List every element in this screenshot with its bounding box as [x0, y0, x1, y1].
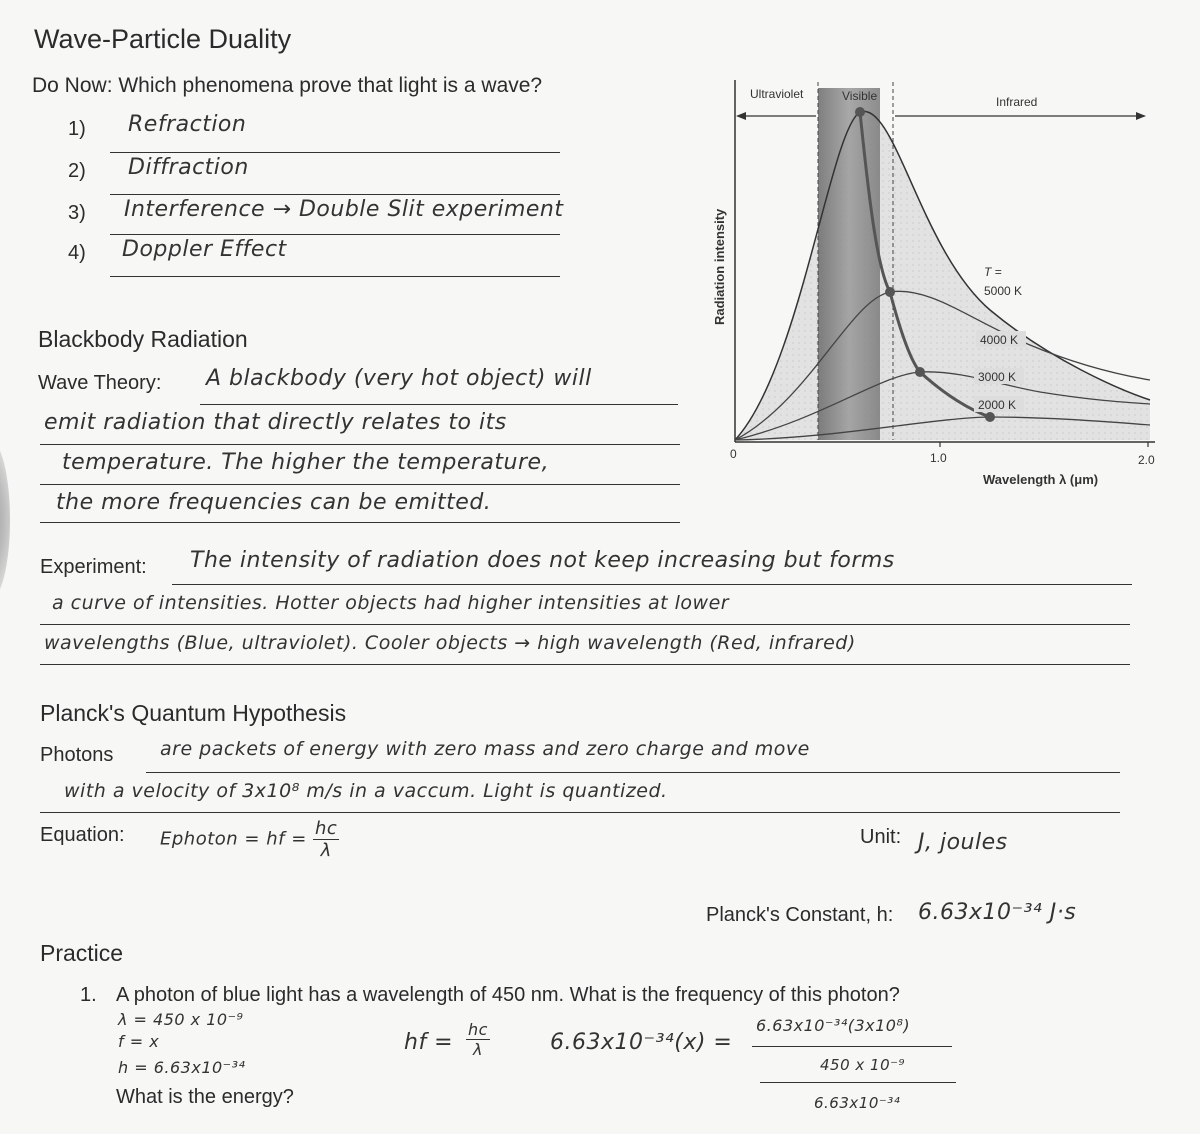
- tick-0: 0: [730, 447, 737, 461]
- equation-formula: [160, 818, 339, 861]
- answer-line: [200, 404, 678, 405]
- work-f: f = x: [118, 1032, 160, 1051]
- unit-value: J, joules: [918, 830, 1008, 855]
- equation-lhs: Ephoton = hf =: [160, 828, 307, 850]
- label-3000k: 3000 K: [978, 370, 1017, 384]
- answer-line: [110, 194, 560, 195]
- fraction-bar: [752, 1046, 952, 1047]
- tick-2: 2.0: [1138, 453, 1155, 467]
- wave-theory-line-4: the more frequencies can be emitted.: [56, 490, 492, 515]
- work-hc-fraction: [466, 1020, 490, 1059]
- wave-theory-line-2: emit radiation that directly relates to its: [44, 410, 507, 435]
- answer-line: [146, 772, 1120, 773]
- blackbody-radiation-graph: [700, 70, 1170, 500]
- constant-value: 6.63x10⁻³⁴ J·s: [918, 900, 1077, 925]
- practice-heading: Practice: [40, 940, 124, 966]
- work-denominator-2: 6.63x10⁻³⁴: [814, 1094, 901, 1112]
- wave-theory-label: Wave Theory:: [38, 372, 162, 394]
- do-now-answer-4: Doppler Effect: [122, 237, 287, 262]
- peak-point-2000k: [985, 412, 995, 422]
- blackbody-heading: Blackbody Radiation: [38, 326, 248, 352]
- equation-fraction: [313, 818, 339, 861]
- unit-label: Unit:: [860, 826, 902, 848]
- ir-arrow-head: [1136, 112, 1146, 120]
- answer-line: [40, 624, 1130, 625]
- experiment-line-3: wavelengths (Blue, ultraviolet). Cooler objects → high wavelength (Red, infrared): [44, 632, 856, 654]
- uv-arrow-head: [736, 112, 746, 120]
- answer-line: [40, 484, 680, 485]
- label-t: T =: [984, 265, 1002, 279]
- answer-line: [40, 444, 680, 445]
- x-axis-label: Wavelength λ (μm): [983, 472, 1099, 487]
- work-numerator: 6.63x10⁻³⁴(3x10⁸): [756, 1016, 911, 1035]
- experiment-label: Experiment:: [40, 556, 147, 578]
- work-equation-left: 6.63x10⁻³⁴(x) =: [550, 1030, 733, 1055]
- work-hc: hc: [468, 1020, 488, 1039]
- photons-label: Photons: [40, 744, 114, 766]
- do-now-num-4: 4): [68, 242, 86, 264]
- page-title: Wave-Particle Duality: [34, 24, 292, 54]
- work-lambda: λ = 450 x 10⁻⁹: [118, 1010, 244, 1029]
- tick-1: 1.0: [930, 451, 947, 465]
- fraction-bar: [760, 1082, 956, 1083]
- label-visible: Visible: [842, 89, 878, 103]
- work-h: h = 6.63x10⁻³⁴: [118, 1058, 246, 1077]
- constant-label: Planck's Constant, h:: [706, 904, 894, 926]
- answer-line: [172, 584, 1132, 585]
- do-now-num-2: 2): [68, 160, 86, 182]
- do-now-answer-3: Interference → Double Slit experiment: [124, 197, 564, 222]
- page-edge-shadow: [0, 440, 10, 600]
- question-2-text: What is the energy?: [116, 1086, 294, 1108]
- question-1-number: 1.: [80, 984, 97, 1006]
- question-1-text: A photon of blue light has a wavelength of 450 nm. What is the frequency of this photon?: [116, 984, 900, 1006]
- do-now-num-3: 3): [68, 202, 86, 224]
- label-4000k: 4000 K: [980, 333, 1019, 347]
- label-ultraviolet: Ultraviolet: [750, 87, 804, 101]
- do-now-num-1: 1): [68, 118, 86, 140]
- wave-theory-line-1: A blackbody (very hot object) will: [206, 366, 592, 391]
- do-now-answer-2: Diffraction: [128, 155, 249, 180]
- equation-denominator: λ: [320, 840, 332, 861]
- answer-line: [40, 664, 1130, 665]
- peak-point-3000k: [915, 367, 925, 377]
- photons-line-2: with a velocity of 3x10⁸ m/s in a vaccum. Light is quantized.: [64, 780, 668, 802]
- experiment-line-1: The intensity of radiation does not keep increasing but forms: [190, 548, 895, 573]
- do-now-answer-1: Refraction: [128, 112, 247, 137]
- peak-point-4000k: [885, 287, 895, 297]
- equation-label: Equation:: [40, 824, 125, 846]
- planck-heading: Planck's Quantum Hypothesis: [40, 700, 347, 726]
- peak-point-5000k: [855, 107, 865, 117]
- answer-line: [40, 812, 1120, 813]
- equation-numerator: hc: [315, 818, 338, 839]
- work-denominator: 450 x 10⁻⁹: [820, 1056, 906, 1074]
- answer-line: [110, 276, 560, 277]
- answer-line: [110, 152, 560, 153]
- y-axis-label: Radiation intensity: [712, 208, 727, 325]
- do-now-question: Do Now: Which phenomena prove that light is a wave?: [32, 74, 543, 97]
- photons-line-1: are packets of energy with zero mass and zero charge and move: [160, 738, 810, 760]
- wave-theory-line-3: temperature. The higher the temperature,: [62, 450, 550, 475]
- answer-line: [110, 234, 560, 235]
- work-lam: λ: [472, 1040, 483, 1059]
- label-infrared: Infrared: [996, 95, 1038, 109]
- label-5000k: 5000 K: [984, 284, 1023, 298]
- work-hf: hf =: [404, 1030, 454, 1055]
- work-fraction: [466, 1020, 490, 1059]
- answer-line: [40, 522, 680, 523]
- experiment-line-2: a curve of intensities. Hotter objects had higher intensities at lower: [52, 592, 730, 614]
- label-2000k: 2000 K: [978, 398, 1017, 412]
